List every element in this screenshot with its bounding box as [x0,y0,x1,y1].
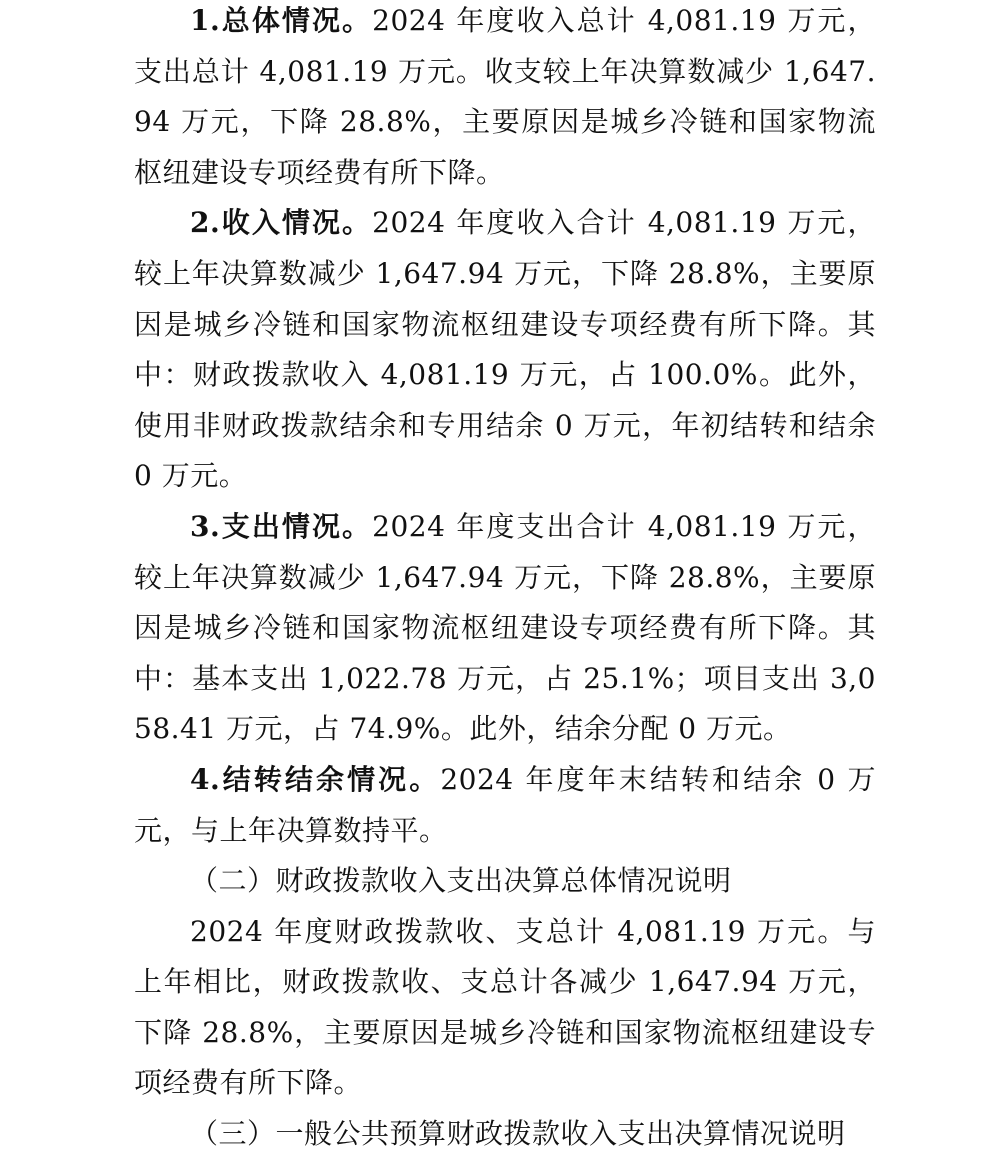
carryover-heading: 4.结转结余情况。 [190,762,441,796]
income-paragraph [134,198,876,502]
fiscal-paragraph: 2024 年度财政拨款收、支总计 4,081.19 万元。与上年相比，财政拨款收、支总计各减少 1,647.94 万元，下降 28.8%，主要原因是城乡冷链和国家物流枢纽建设专项经费有所下降。 [134,914,876,1100]
expenditure-paragraph [134,502,876,755]
overall-paragraph [134,0,876,198]
income-text: 2024 年度收入合计 4,081.19 万元，较上年决算数减少 1,647.94 万元，下降 28.8%，主要原因是城乡冷链和国家物流枢纽建设专项经费有所下降。其中：财政拨款收入 4,081.19 万元，占 100.0%。此外，使用非财政拨款结余和专用结余 0 万元，年初结转和结余 0 万元。 [134,206,876,493]
overall-text: 2024 年度收入总计 4,081.19 万元，支出总计 4,081.19 万元。收支较上年决算数减少 1,647.94 万元，下降 28.8%，主要原因是城乡冷链和国家物流枢纽建设专项经费有所下降。 [134,4,876,189]
document-page [134,0,876,1160]
expenditure-text: 2024 年度支出合计 4,081.19 万元，较上年决算数减少 1,647.94 万元，下降 28.8%，主要原因是城乡冷链和国家物流枢纽建设专项经费有所下降。其中：基本支出 1,022.78 万元，占 25.1%；项目支出 3,058.41 万元，占 74.9%。此外，结余分配 0 万元。 [134,509,876,746]
income-heading: 2.收入情况。 [190,206,373,240]
general-budget-section-heading: （三）一般公共预算财政拨款收入支出决算情况说明 [190,1117,846,1151]
overall-heading: 1.总体情况。 [190,4,373,37]
carryover-text: 2024 年度年末结转和结余 0 万元，与上年决算数持平。 [134,762,876,847]
expenditure-heading: 3.支出情况。 [190,509,373,543]
fiscal-section-heading: （二）财政拨款收入支出决算总体情况说明 [190,864,732,898]
carryover-paragraph [134,755,876,856]
